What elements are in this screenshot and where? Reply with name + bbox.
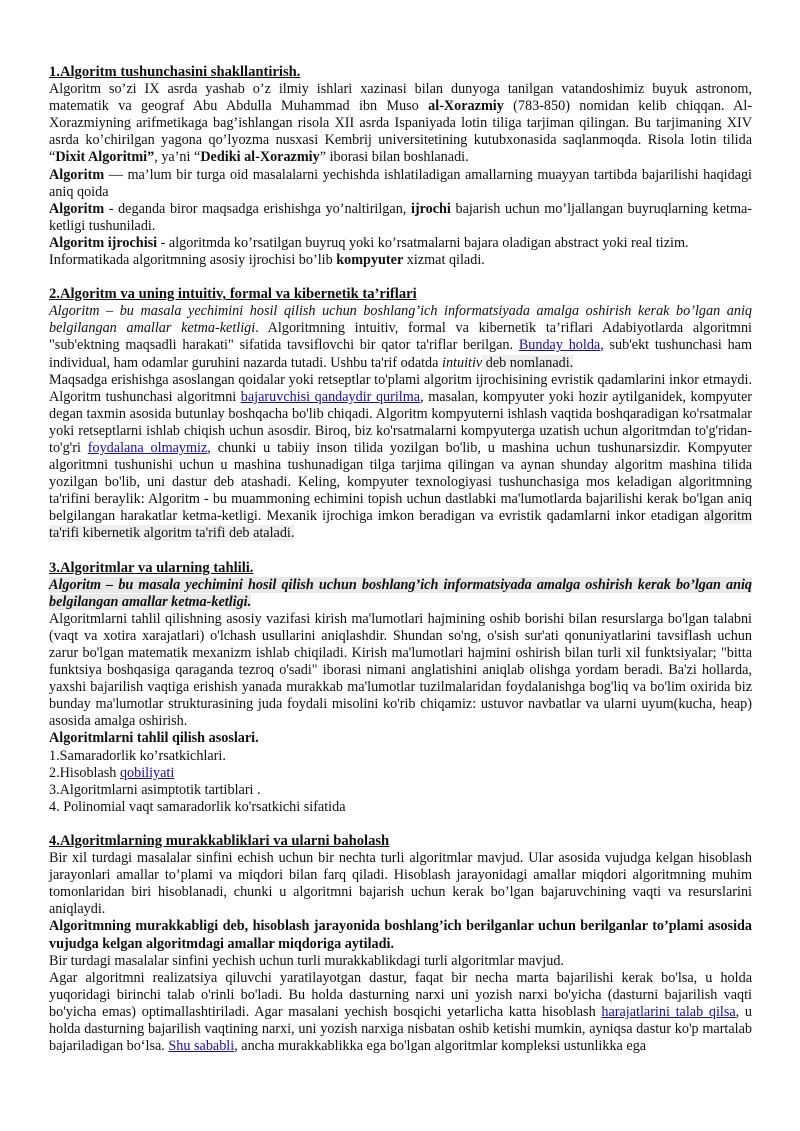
text: - algoritmda ko’rsatilgan buyruq yoki ko’rsatmalarni bajara oladigan abstract yoki real tizim. bbox=[157, 234, 689, 251]
s3-subheading bbox=[49, 730, 752, 747]
text: , u holda dasturning bajarilish vaqtining narxi, uni yozish narxiga nisbatan oshib ketishi mumkin, ayniqsa dastur ko'p martalab bajariladigan bo‘lsa. bbox=[49, 1003, 753, 1055]
bold-term: Algoritm bbox=[49, 200, 105, 217]
link-harajatlarini[interactable]: harajatlarini talab qilsa bbox=[601, 1003, 736, 1020]
list-item: 4. Polinomial vaqt samaradorlik ko'rsatkichi sifatida bbox=[49, 798, 346, 815]
document-page bbox=[49, 64, 752, 1055]
bold-italic-definition: Algoritm – bu masala yechimini hosil qilish uchun boshlang’ich informatsiyada amalga oshirish kerak bo’lgan aniq belgilangan amallar ketma-ketligi. bbox=[49, 576, 752, 610]
list-item: 1.Samaradorlik ko’rsatkichlari. bbox=[49, 747, 226, 764]
text: 2.Hisoblash bbox=[49, 764, 120, 781]
bold-subheading: Algoritmlarni tahlil qilish asoslari. bbox=[49, 730, 259, 747]
text: . Algoritmning intuitiv, formal va kibernetik ta’riflari Adabiyotlarda algoritmni "sub'ektning maqsadli harakati" sifatida tavsiflovchi bir qator ta'riflar berilgan. bbox=[49, 320, 752, 354]
section-3-heading: 3.Algoritmlar va ularning tahlili. bbox=[49, 559, 254, 576]
bold-term: ijrochi bbox=[410, 200, 451, 217]
s4-paragraph-3 bbox=[49, 970, 752, 1055]
bold-term: Algoritm ijrochisi bbox=[49, 234, 158, 251]
text: Agar algoritmni realizatsiya qiluvchi yaratilayotgan dastur, faqat bir necha marta bajarilishi kerak bo'lsa, u holda yuqoridagi birinchi talab o'rinli bo'ladi. Bu holda dasturning narxi uni yozish narxi bo'yicha (dasturni bajarilish vaqti bo'yicha emas) optimallashtiriladi. Agar masalani yechish bosqichi yetarlicha katta hisoblash bbox=[49, 969, 752, 1020]
text: bajarish uchun mo’ljallangan buyruqlarning ketma-ketligi tushuniladi. bbox=[49, 200, 752, 234]
italic-term: intuitiv bbox=[442, 354, 483, 371]
s2-paragraph-2 bbox=[49, 372, 752, 543]
text: xizmat qiladi. bbox=[403, 252, 485, 269]
link-bajaruvchisi[interactable]: bajaruvchisi qandaydir qurilma bbox=[240, 388, 421, 405]
s4-paragraph-1: Bir xil turdagi masalalar sinfini echish uchun bir nechta turli algoritmlar mavjud. Ular asosida vujudga kelgan hisoblash jarayonlari amallar to’plami va miqdori bilan farq qiladi. Hisoblash jarayonidagi amallar miqdori algoritmning muhim tomonlaridan biri hisoblanadi, chunki u algoritmni bajarish uchun kerak bo’lgan bajaruvchining vaqti va resurslarini aniqlaydi. bbox=[49, 850, 752, 918]
s1-paragraph-3 bbox=[49, 201, 752, 235]
s1-paragraph-2 bbox=[49, 167, 752, 201]
section-4-heading: 4.Algoritmlarning murakkabliklari va ularni baholash bbox=[49, 832, 390, 849]
highlighted-text: algoritm ta'rifi kibernetik algoritm ta'rifi deb ataladi. bbox=[49, 508, 752, 542]
s1-paragraph-4 bbox=[49, 235, 752, 252]
s3-paragraph-1: Algoritmlarni tahlil qilishning asosiy vazifasi kirish ma'lumotlari hajmining oshib borishi bilan resurslarga bo'lgan talabni (vaqt va xotira xarajatlari) o'lchash usullarini aniqlashdir. Shundan so'ng, o'sish sur'ati qonuniyatlarini tavsiflash uchun zarur bo'lgan matematik mexanizm ishlab chiqiladi. Kirish ma'lumotlari hajmini oshirish bilan turli xil funktsiyalar; "bitta funktsiya boshqasiga qaraganda tezroq o'sadi" iborasi nimani anglatishini aniqlab olishga yordam beradi. Ba'zi hollarda, yaxshi bajarilish vaqtiga erishish yanada murakkab ma'lumotlar tuzilmalaridan foydalanishga bog'liq va bo'lim oxirida biz bunday ma'lumotlar strukturasining juda foydali misolini ko'rib chiqamiz: ustuvor navbatlar va ularni uyum(kucha, heap) asosida amalga oshirish. bbox=[49, 610, 752, 730]
text: Informatikada algoritmning asosiy ijrochisi bo’lib bbox=[49, 252, 337, 269]
bold-term: Dediki al-Xorazmiy bbox=[200, 149, 320, 166]
bold-term: Algoritm bbox=[49, 166, 105, 183]
list-item: 3.Algoritmlarni asimptotik tartiblari . bbox=[49, 781, 261, 798]
bold-term: al-Xorazmiy bbox=[428, 98, 504, 115]
text: (783-850) nomidan kelib chiqqan. Al-Xorazmiyning arifmetikaga bag’ishlangan risola XII asrda Ispaniyada lotin tiliga tarjiman qilingan. Bu tarjimaning XIV asrda ko’chirilgan yagona qo’lyozma nusxasi Kembrij universitetining kutubxonasida saqlanmoqda. Risola lotin tilida “ bbox=[49, 98, 753, 166]
text: — ma’lum bir turga oid masalalarni yechishda ishlatiladigan amallarning muayyan tartibda bajarilishi haqidagi aniq qoida bbox=[49, 166, 752, 200]
list-item bbox=[49, 765, 752, 782]
bold-term: Dixit Algoritmi” bbox=[55, 149, 155, 166]
text: Algoritm so’zi IX asrda yashab o’z ilmiy ishlari xazinasi bilan dunyoga tanilgan vatandoshimiz buyuk astronom, matematik va geograf Abu Abdulla Muhammad ibn Muso bbox=[49, 81, 752, 115]
text: , ancha murakkablikka ega bo'lgan algoritmlar kompleksi ustunlikka ega bbox=[234, 1038, 647, 1055]
text: , chunki u tabiiy inson tilida yozilgan bo'lib, u mashina uchun tushunarsizdir. Kompyuter algoritmni tushunishi uchun u mashina tushunadigan tilga tarjima qilingan va aynan shunday algoritm mashina tilida yozilgan bo'lib, uni dastur deb atashadi. Keling, kompyuter texnologiyasi tushunchasiga mos keladigan algoritmning ta'rifini beraylik: Algoritm - bu muammoning echimini topish uchun dastlabki ma'lumotlarda bajarilishi kerak bo'lgan aniq belgilangan harakatlar ketma-ketligi. Mexanik ijrochiga imkon beradigan va evristik qadamlarni inkor etadigan bbox=[49, 439, 752, 525]
text: deb nomlanadi. bbox=[482, 354, 574, 371]
text: , masalan, kompyuter yoki hozir aytilganidek, kompyuter degan taxmin asosida butunlay boshqacha bo'lib chiqadi. Algoritm kompyuterni ishlash vaqtida boshqaradigan ko'rsatmalar yoki retseptlarni ishlab chiqish uchun asosdir. Biroq, biz ko'rsatmalarni kompyuterga uzatish uchun algoritmdan to'g'ridan-to'g'ri bbox=[49, 388, 752, 456]
bold-definition: Algoritmning murakkabligi deb, hisoblash jarayonida boshlang’ich berilganlar uchun berilganlar to’plami asosida vujudga kelgan algoritmdagi amallar miqdoriga aytiladi. bbox=[49, 918, 752, 952]
bold-term: kompyuter bbox=[336, 252, 404, 269]
text: Maqsadga erishishga asoslangan qoidalar yoki retseptlar to'plami algoritm ijrochisining evristik qadamlarini inkor etmaydi. Algoritm tushunchasi algoritmni bbox=[49, 371, 752, 405]
text: ” iborasi bilan boshlanadi. bbox=[319, 149, 469, 166]
text: , ya’ni “ bbox=[154, 149, 201, 166]
s1-paragraph-1 bbox=[49, 81, 752, 166]
s4-bold-paragraph bbox=[49, 918, 752, 952]
link-foydalana[interactable]: foydalana olmaymiz bbox=[87, 439, 208, 456]
italic-definition: Algoritm – bu masala yechimini hosil qilish uchun boshlang’ich informatsiyada amalga oshirish kerak bo’lgan aniq belgilangan amallar ketma-ketligi bbox=[49, 303, 752, 337]
link-shu-sababli[interactable]: Shu sababli bbox=[168, 1038, 235, 1055]
s1-paragraph-5 bbox=[49, 252, 752, 269]
link-qobiliyati[interactable]: qobiliyati bbox=[119, 764, 175, 781]
section-1-heading: 1.Algoritm tushunchasini shakllantirish. bbox=[49, 64, 301, 80]
s3-definition bbox=[49, 577, 752, 611]
s4-paragraph-2: Bir turdagi masalalar sinfini yechish uchun turli murakkablikdagi turli algoritmlar mavjud. bbox=[49, 952, 564, 969]
s2-paragraph-1 bbox=[49, 303, 752, 371]
text: , sub'ekt tushunchasi ham individual, ham odamlar guruhini nazarda tutadi. Ushbu ta'rif odatda bbox=[49, 337, 752, 371]
link-bunday-holda[interactable]: Bunday holda bbox=[518, 337, 601, 354]
section-2-heading: 2.Algoritm va uning intuitiv, formal va kibernetik ta’riflari bbox=[49, 286, 417, 303]
text: - deganda biror maqsadga erishishga yo’naltirilgan, bbox=[104, 200, 411, 217]
